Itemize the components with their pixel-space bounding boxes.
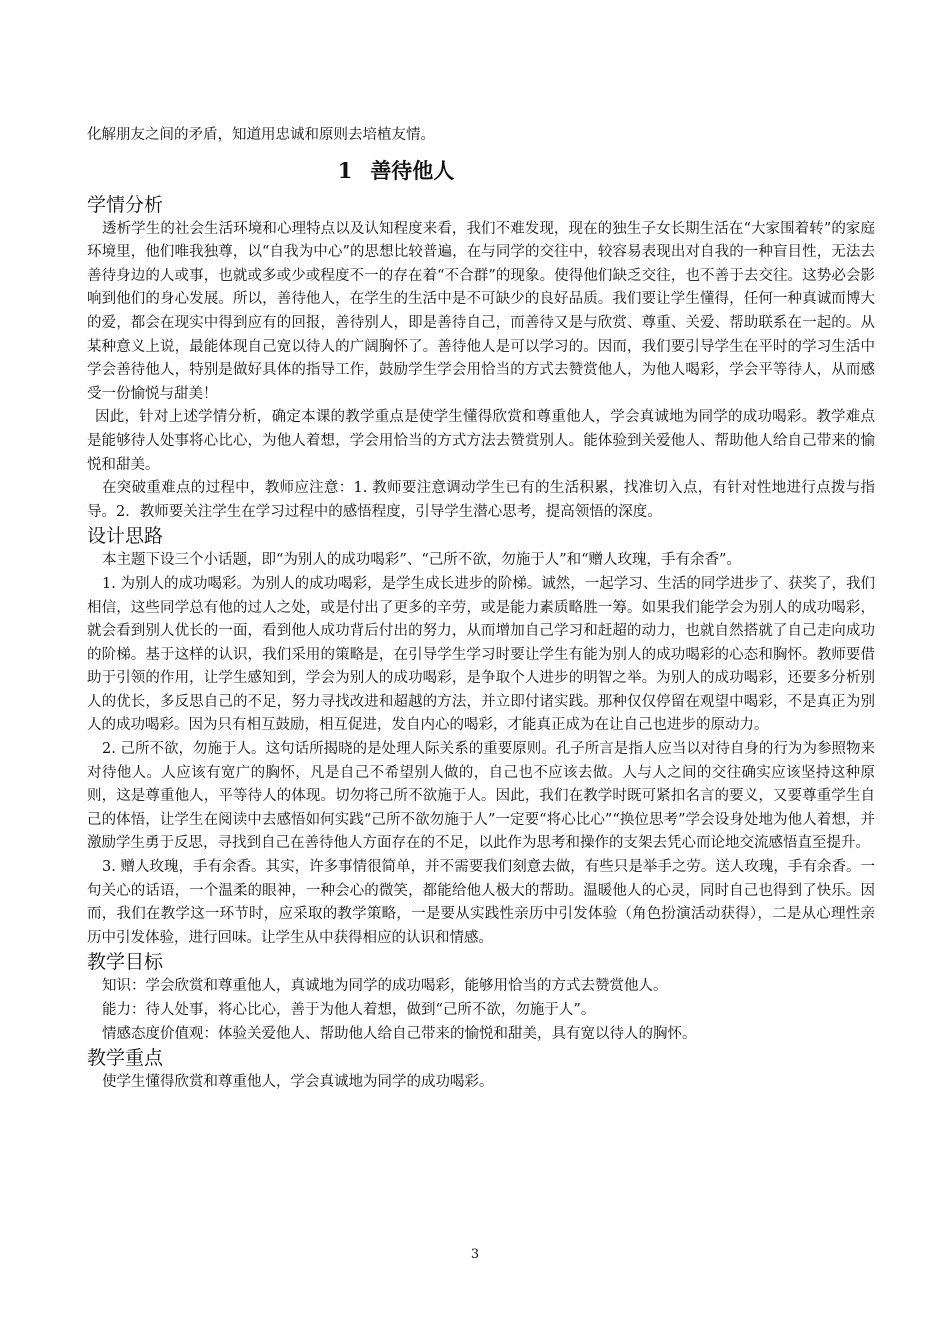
page-number: 3 — [470, 1247, 480, 1262]
section-heading-goals: 教学目标 — [87, 951, 164, 974]
key-points-paragraph: 使学生懂得欣赏和尊重他人，学会真诚地为同学的成功喝彩。 — [102, 1074, 494, 1091]
lesson-title-text: 善待他人 — [370, 157, 455, 183]
intro-line: 化解朋友之间的矛盾，知道用忠诚和原则去培植友情。 — [87, 127, 435, 143]
analysis-paragraph-3: 在突破重难点的过程中，教师应注意：1. 教师要注意调动学生已有的生活积累，找准切入点，有针对性地进行点拨与指导。2．教师要关注学生在学习过程中的感悟程度，引导学生潜心思考，提高领悟的深度。 — [87, 480, 875, 520]
design-paragraph-3: 2. 己所不欲，勿施于人。这句话所揭晓的是处理人际关系的重要原则。孔子所言是指人应当以对待自身的行为为参照物来对待他人。人应该有宽广的胸怀，凡是自己不希望别人做的，自己也不应该去做。人与人之间的交往确实应该坚持这种原则，这是尊重他人，平等待人的体现。切勿将己所不欲施于人。因此，我们在教学时既可紧扣名言的要义，又要尊重学生自己的体悟，让学生在阅读中去感悟如何实践“己所不欲勿施于人”一定要“将心比心”“换位思考”学会设身处地为他人着想，并激励学生勇于反思，寻找到自己在善待他人方面存在的不足，以此作为思考和操作的支架去凭心而论地交流感悟直至提升。 — [87, 741, 875, 852]
lesson-number: 1 — [337, 157, 353, 183]
design-paragraph-2: 1. 为别人的成功喝彩。为别人的成功喝彩，是学生成长进步的阶梯。诚然，一起学习、生活的同学进步了、获奖了，我们相信，这些同学总有他的过人之处，或是付出了更多的辛劳，或是能力素质略胜一筹。如果我们能学会为别人的成功喝彩，就会看到别人优长的一面，看到他人成功背后付出的努力，从而增加自己学习和赶超的动力，也就自然搭就了自己走向成功的阶梯。基于这样的认识，我们采用的策略是，在引导学生学习时要让学生有能为别人的成功喝彩的心态和胸怀。教师要借助于引领的作用，让学生感知到，学会为别人的成功喝彩，是争取个人进步的明智之举。为别人的成功喝彩，还要多分析别人的优长，多反思自己的不足，努力寻找改进和超越的方法，并立即付诸实践。那种仅仅停留在观望中喝彩，不是真正为别人的成功喝彩。因为只有相互鼓励，相互促进，发自内心的喝彩，才能真正成为在让自己也进步的原动力。 — [87, 575, 875, 734]
section-heading-design: 设计思路 — [87, 525, 164, 548]
design-paragraph-4: 3. 赠人玫瑰，手有余香。其实，许多事情很简单，并不需要我们刻意去做，有些只是举手之劳。送人玫瑰，手有余香。一句关心的话语，一个温柔的眼神，一种会心的微笑，都能给他人极大的帮助。温暖他人的心灵，同时自己也得到了快乐。因而，我们在教学这一环节时，应采取的教学策略，一是要从实践性亲历中引发体验（角色扮演活动获得），二是从心理性亲历中引发体验，进行回味。让学生从中获得相应的认识和情感。 — [87, 859, 875, 946]
section-heading-analysis: 学情分析 — [87, 193, 164, 216]
section-heading-key-points: 教学重点 — [87, 1047, 164, 1070]
goals-ability: 能力：待人处事，将心比心，善于为他人着想，做到“己所不欲，勿施于人”。 — [102, 1002, 596, 1018]
page-content — [87, 124, 875, 1095]
lesson-title — [87, 157, 875, 185]
analysis-paragraph-2: 因此，针对上述学情分析，确定本课的教学重点是使学生懂得欣赏和尊重他人，学会真诚地为同学的成功喝彩。教学难点是能够待人处事将心比心，为他人着想，学会用恰当的方式方法去赞赏别人。能体验到关爱他人、帮助他人给自己带来的愉悦和甜美。 — [87, 409, 875, 473]
goals-values: 情感态度价值观：体验关爱他人、帮助他人给自己带来的愉悦和甜美，具有宽以待人的胸怀。 — [102, 1025, 697, 1042]
design-paragraph-1: 本主题下设三个小话题，即“为别人的成功喝彩”、“己所不欲，勿施于人”和“赠人玫瑰，手有余香”。 — [102, 552, 741, 569]
goals-knowledge: 知识：学会欣赏和尊重他人，真诚地为同学的成功喝彩，能够用恰当的方式去赞赏他人。 — [102, 978, 668, 995]
analysis-paragraph-1: 透析学生的社会生活环境和心理特点以及认知程度来看，我们不难发现，现在的独生子女长期生活在“大家围着转”的家庭环境里，他们唯我独尊，以“自我为中心”的思想比较普遍，在与同学的交往中，较容易表现出对自我的一种盲目性，无法去善待身边的人或事，也就或多或少或程度不一的存在着“不合群”的现象。使得他们缺乏交往，也不善于去交往。这势必会影响到他们的身心发展。所以，善待他人，在学生的生活中是不可缺少的良好品质。我们要让学生懂得，任何一种真诚而博大的爱，都会在现实中得到应有的回报，善待别人，即是善待自己，而善待又是与欣赏、尊重、关爱、帮助联系在一起的。从某种意义上说，最能体现自己宽以待人的广阔胸怀了。善待他人是可以学习的。因而，我们要引导学生在平时的学习生活中学会善待他人，特别是做好具体的指导工作，鼓励学生学会用恰当的方式去赞赏他人，为他人喝彩，学会平等待人，从而感受一份愉悦与甜美！ — [87, 220, 875, 402]
